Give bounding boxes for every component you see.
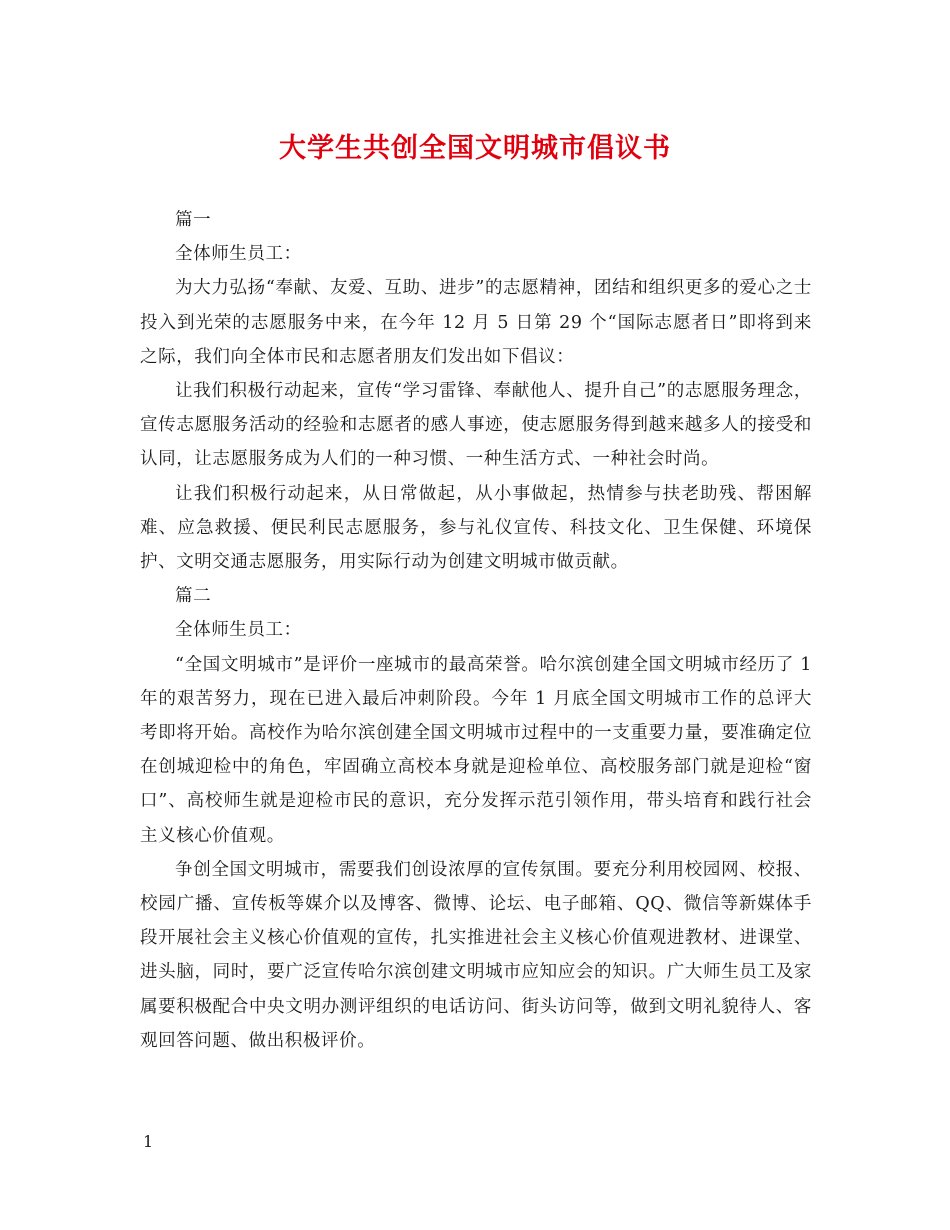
paragraph: 让我们积极行动起来，从日常做起，从小事做起，热情参与扶老助残、帮困解难、应急救援、便民利民志愿服务，参与礼仪宣传、科技文化、卫生保健、环境保护、文明交通志愿服务，用实际行动为创建文明城市做贡献。 [140,483,812,573]
section-heading-2: 篇二 [175,586,212,607]
document-title: 大学生共创全国文明城市倡议书 [279,133,671,164]
salutation-1: 全体师生员工： [175,244,302,265]
paragraph: “全国文明城市”是评价一座城市的最高荣誉。哈尔滨创建全国文明城市经历了 1 年的艰苦努力，现在已进入最后冲刺阶段。今年 1 月底全国文明城市工作的总评大考即将开始。高校作为哈尔滨创建全国文明城市过程中的一支重要力量，要准确定位在创城迎检中的角色，牢固确立高校本身就是迎检单位、高校服务部门就是迎检“窗口”、高校师生就是迎检市民的意识，充分发挥示范引领作用，带头培育和践行社会主义核心价值观。 [140,654,812,846]
paragraph: 争创全国文明城市，需要我们创设浓厚的宣传氛围。要充分利用校园网、校报、校园广播、宣传板等媒介以及博客、微博、论坛、电子邮箱、QQ、微信等新媒体手段开展社会主义核心价值观的宣传，扎实推进社会主义核心价值观进教材、进课堂、进头脑，同时，要广泛宣传哈尔滨创建文明城市应知应会的知识。广大师生员工及家属要积极配合中央文明办测评组织的电话访问、街头访问等，做到文明礼貌待人、客观回答问题、做出积极评价。 [140,859,812,1051]
paragraph: 让我们积极行动起来，宣传“学习雷锋、奉献他人、提升自己”的志愿服务理念，宣传志愿服务活动的经验和志愿者的感人事迹，使志愿服务得到越来越多人的接受和认同，让志愿服务成为人们的一种习惯、一种生活方式、一种社会时尚。 [140,381,812,470]
section-heading-1: 篇一 [175,210,212,230]
paragraph: 为大力弘扬“奉献、友爱、互助、进步”的志愿精神，团结和组织更多的爱心之士投入到光荣的志愿服务中来，在今年 12 月 5 日第 29 个“国际志愿者日”即将到来之际，我们向全体市民和志愿者朋友们发出如下倡议： [140,278,812,367]
document-body [140,203,812,1058]
salutation-2: 全体师生员工： [175,620,302,641]
page-number: 1 [143,1132,154,1151]
